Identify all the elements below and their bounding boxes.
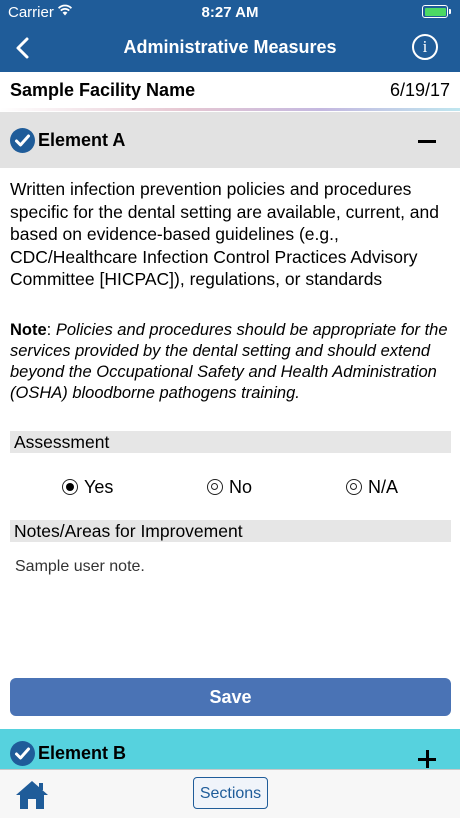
notes-input[interactable]: [10, 550, 451, 668]
navigation-bar: [0, 24, 460, 72]
save-button[interactable]: Save: [10, 678, 451, 716]
notes-section-header: [10, 520, 451, 542]
page-title: Administrative Measures: [123, 37, 337, 57]
radio-unselected-icon: [346, 479, 362, 495]
radio-no[interactable]: [207, 476, 267, 498]
element-a-header[interactable]: [0, 112, 460, 168]
status-bar: [0, 0, 460, 24]
status-time: 8:27 AM: [201, 4, 259, 21]
radio-no-label: No: [229, 477, 253, 497]
radio-na-label: N/A: [368, 477, 399, 497]
element-a-description: Written infection prevention policies and procedures specific for the dental setting are available, current, and based on evidence-based guidelines (e.g., CDC/Healthcare Infection Control Practices Advisory Committee [HICPAC]), regulations, or standards: [10, 179, 439, 289]
minus-icon[interactable]: [418, 140, 436, 143]
bottom-toolbar: [0, 769, 460, 818]
checkmark-circle-icon: [10, 128, 35, 153]
element-b-title: Element B: [38, 743, 127, 763]
radio-yes-label: Yes: [84, 477, 114, 497]
radio-selected-icon: [62, 479, 78, 495]
facility-date: 6/19/17: [389, 80, 450, 100]
battery-icon: [422, 5, 448, 18]
home-button[interactable]: [14, 779, 50, 811]
element-a-title: Element A: [38, 130, 126, 150]
plus-icon[interactable]: [418, 750, 436, 768]
radio-na[interactable]: [346, 476, 406, 498]
radio-unselected-icon: [207, 479, 223, 495]
facility-header: [0, 72, 460, 108]
carrier-label: Carrier: [8, 4, 54, 21]
radio-yes[interactable]: [62, 476, 122, 498]
note-separator: :: [46, 321, 56, 339]
sections-button[interactable]: Sections: [193, 777, 268, 809]
info-icon: i: [422, 37, 428, 56]
element-b-header[interactable]: [0, 729, 460, 769]
info-button[interactable]: [412, 34, 438, 60]
facility-name: Sample Facility Name: [10, 80, 196, 100]
home-icon: [14, 779, 50, 811]
note-label: Note: [10, 321, 47, 339]
divider: [0, 108, 460, 111]
assessment-section-header: [10, 431, 451, 453]
notes-label: Notes/Areas for Improvement: [14, 521, 243, 541]
element-a-note: [10, 320, 450, 404]
checkmark-circle-icon: [10, 741, 35, 766]
note-body: Policies and procedures should be appropriate for the services provided by the dental setting and should extend beyond the Occupational Safety and Health Administration (OSHA) bloodborne pathogens training.: [10, 321, 448, 402]
assessment-label: Assessment: [14, 432, 110, 452]
